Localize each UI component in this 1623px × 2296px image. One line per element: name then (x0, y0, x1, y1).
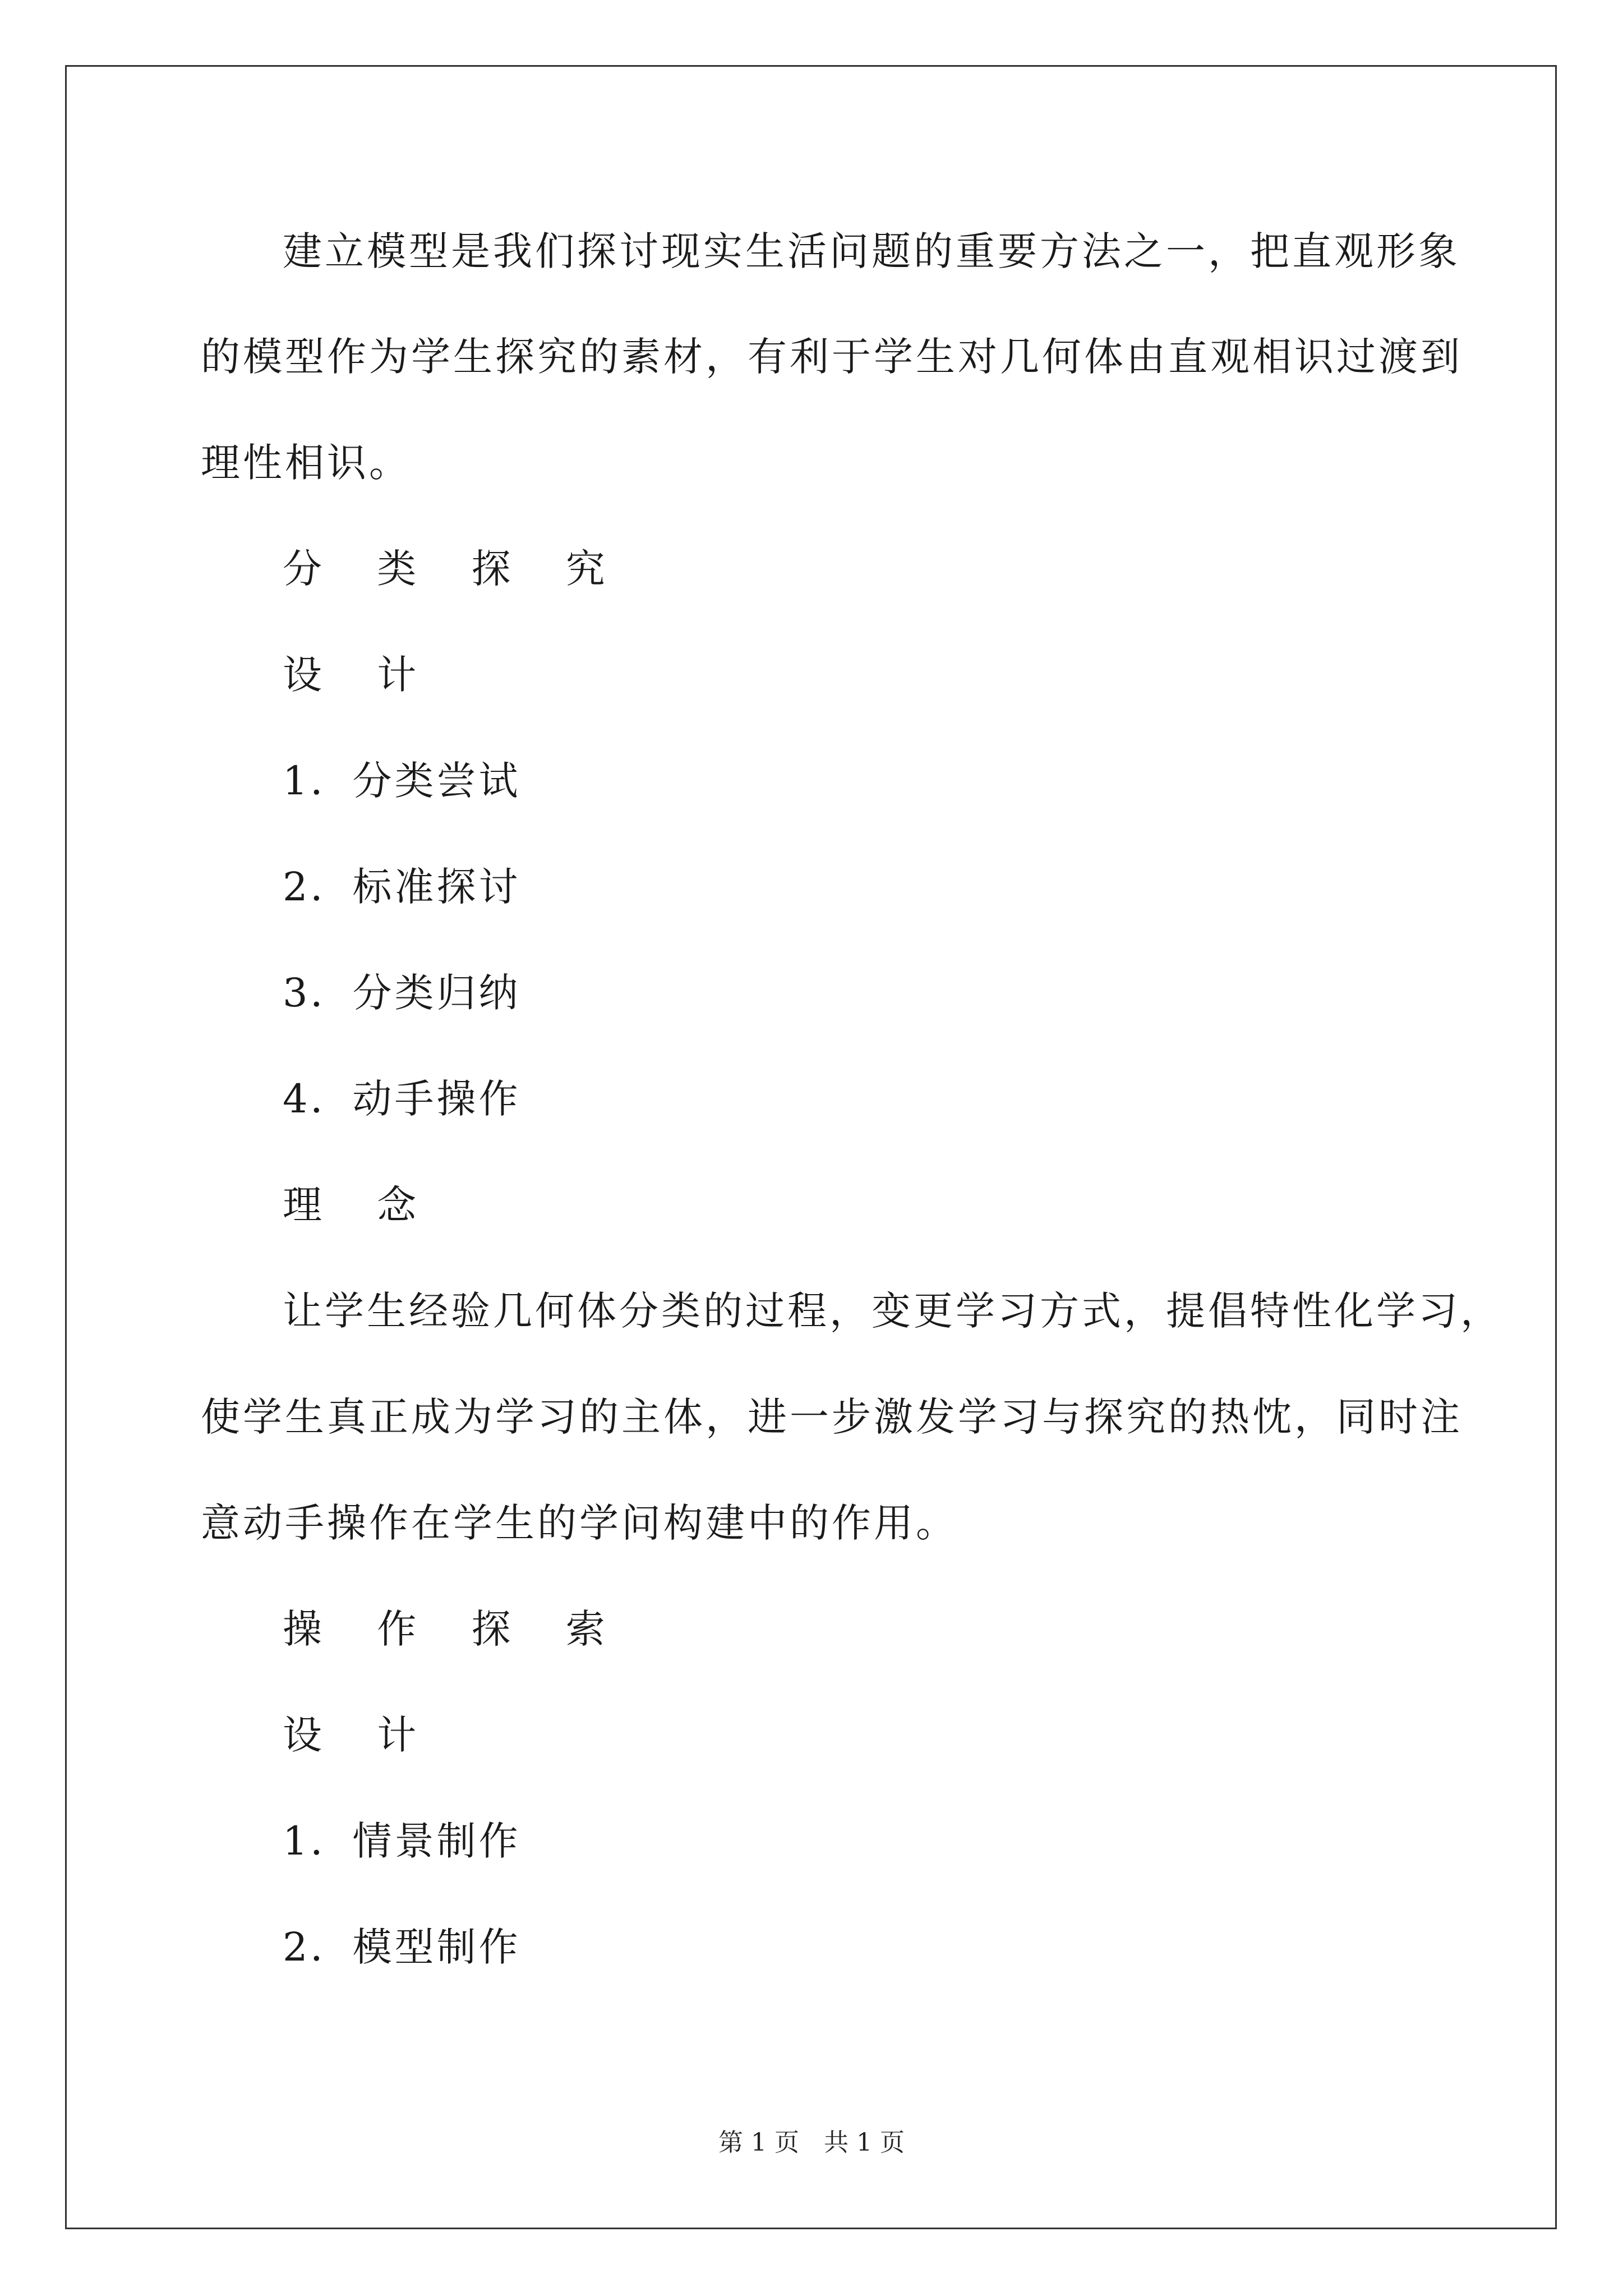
paragraph-1-line-3: 理性相识。 (201, 440, 411, 486)
section-2-title: 操 作 探 索 (283, 1606, 626, 1652)
page-border (65, 65, 1557, 2229)
paragraph-1-line-2: 的模型作为学生探究的素材，有利于学生对几何体由直观相识过渡到 (201, 334, 1463, 380)
paragraph-1-line-1: 建立模型是我们探讨现实生活问题的重要方法之一，把直观形象 (283, 228, 1460, 274)
section-1-step-2: 2．标准探讨 (283, 864, 521, 910)
section-2-step-1: 1．情景制作 (283, 1818, 521, 1864)
section-1-step-3: 3．分类归纳 (283, 970, 521, 1016)
section-2-design-heading: 设 计 (283, 1712, 438, 1758)
paragraph-2-line-3: 意动手操作在学生的学问构建中的作用。 (201, 1500, 958, 1546)
section-1-step-4: 4．动手操作 (283, 1076, 521, 1122)
concept-heading: 理 念 (283, 1182, 438, 1228)
page-number-footer: 第 1 页 共 1 页 (718, 2128, 905, 2157)
paragraph-2-line-1: 让学生经验几何体分类的过程，变更学习方式，提倡特性化学习， (283, 1288, 1502, 1334)
paragraph-2-line-2: 使学生真正成为学习的主体，进一步激发学习与探究的热忱，同时注 (201, 1394, 1463, 1440)
section-1-design-heading: 设 计 (283, 652, 438, 698)
section-1-step-1: 1．分类尝试 (283, 758, 521, 804)
section-1-title: 分 类 探 究 (283, 546, 626, 592)
section-2-step-2: 2．模型制作 (283, 1924, 521, 1970)
